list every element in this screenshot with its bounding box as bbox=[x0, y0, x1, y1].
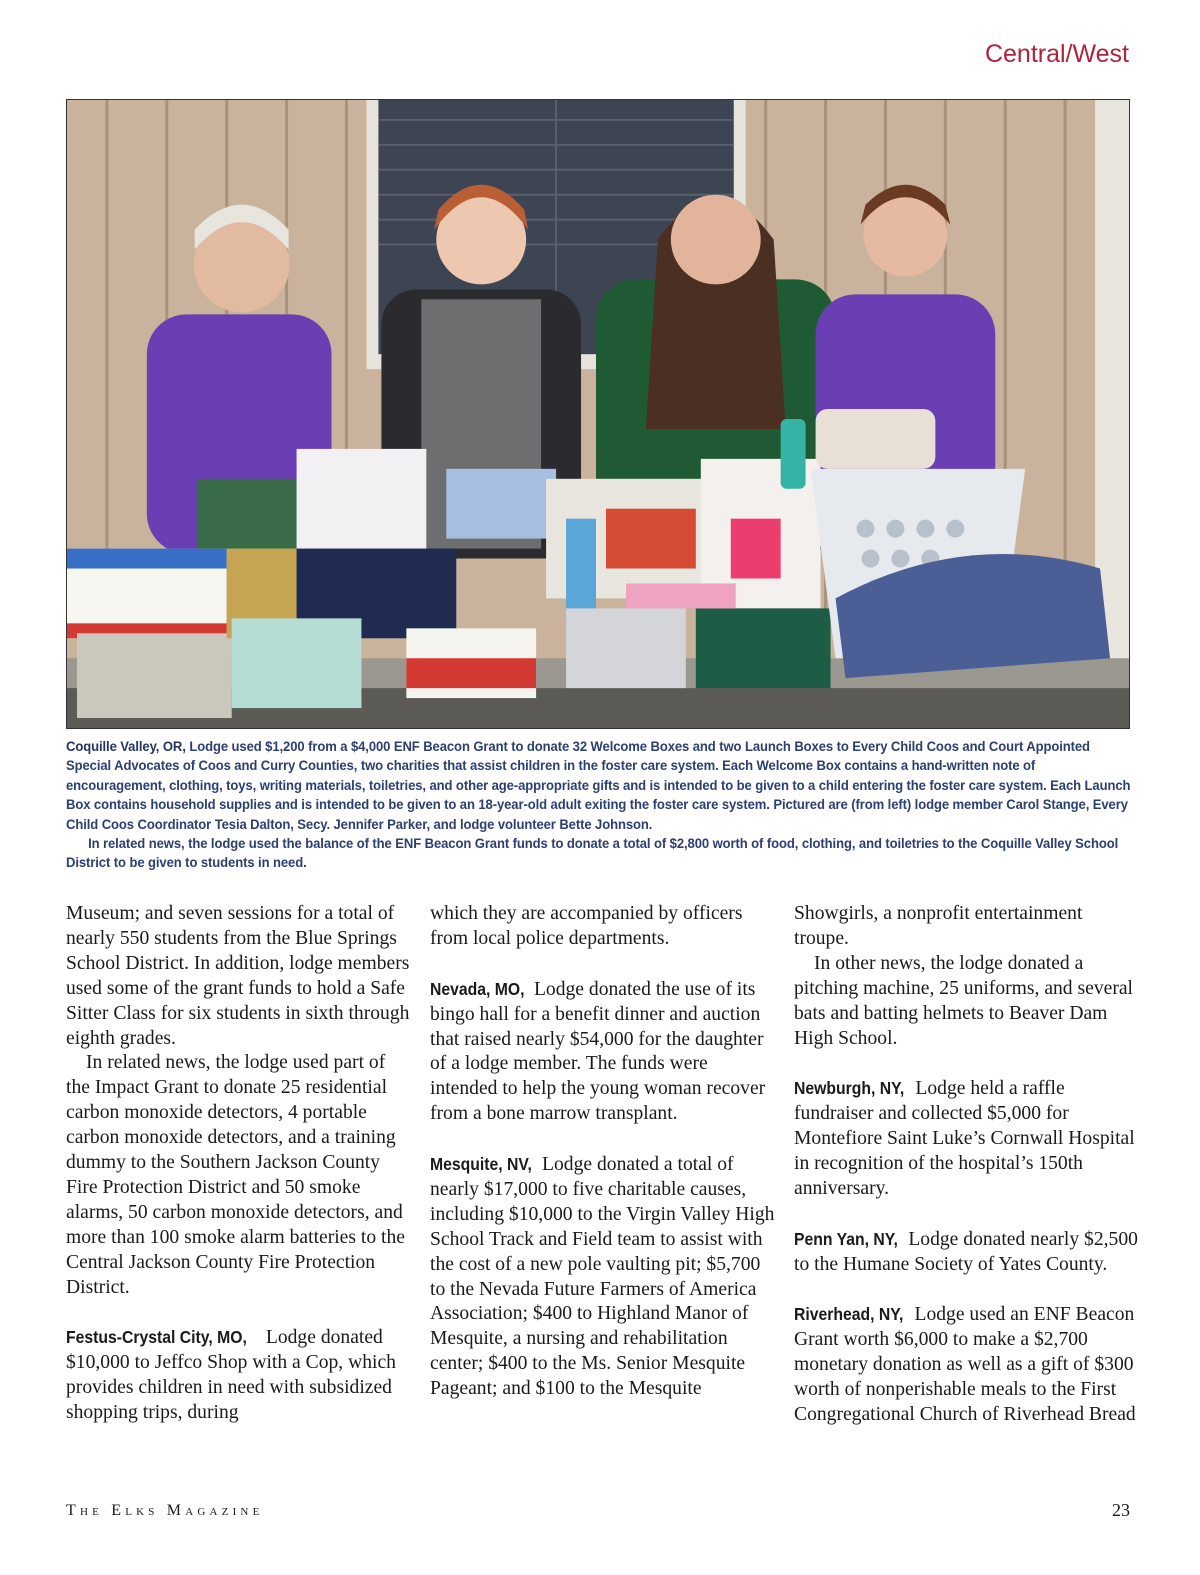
lodge-text: Lodge donated the use of its bingo hall for a benefit dinner and auction that raised nearly $54,000 for the daughter of a lodge member. The funds were intended to help the young woman recover from a bone marrow transplant. bbox=[430, 978, 766, 1125]
photo-illustration bbox=[67, 100, 1129, 728]
col1-paragraph-2: In related news, the lodge used part of the Impact Grant to donate 25 residential carbon monoxide detectors, 4 portable carbon monoxide detectors, and a training dummy to the Southern Jackson County Fire Protection District and 50 smoke alarms, 50 carbon monoxide detectors, and more than 100 smoke alarm batteries to the Central Jackson County Fire Protection District. bbox=[66, 1052, 405, 1298]
col3-paragraph-5 bbox=[794, 1302, 1139, 1428]
col3-paragraph-4 bbox=[794, 1227, 1139, 1278]
caption-related-news: In related news, the lodge used the balance of the ENF Beacon Grant funds to donate a total of $2,800 worth of food, clothing, and toiletries to the Coquille Valley School District to be given to students in need. bbox=[66, 836, 1119, 872]
col2-paragraph-1: which they are accompanied by officers from local police departments. bbox=[430, 903, 743, 949]
lodge-name: Penn Yan, NY, bbox=[794, 1228, 898, 1249]
col1-paragraph-1: Museum; and seven sessions for a total of nearly 550 students from the Blue Springs School District. In addition, lodge members used some of the grant funds to hold a Safe Sitter Class for six students in sixth through eighth grades. bbox=[66, 903, 410, 1049]
lodge-name: Newburgh, NY, bbox=[794, 1078, 905, 1099]
lodge-name: Festus-Crystal City, MO, bbox=[66, 1327, 247, 1348]
col3-paragraph-2: In other news, the lodge donated a pitching machine, 25 uniforms, and several bats and batting helmets to Beaver Dam High School. bbox=[794, 952, 1133, 1049]
lodge-photo bbox=[66, 99, 1130, 729]
col2-paragraph-2 bbox=[430, 977, 775, 1127]
lodge-text: Lodge donated $10,000 to Jeffco Shop with a Cop, which provides children in need with subsidized shopping trips, during bbox=[66, 1327, 396, 1424]
caption-text: Lodge used $1,200 from a $4,000 ENF Beacon Grant to donate 32 Welcome Boxes and two Launch Boxes to Every Child Coos and Court Appointed Special Advocates of Coos and Curry Counties, two charities that assist children in the foster care system. Each Welcome Box contains a hand-written note of encouragement, clothing, toys, writing materials, toiletries, and other age-appropriate gifts and is intended to be given to a child entering the foster care system. Each Launch Box contains household supplies and is intended to be given to an 18-year-old adult exiting the foster care system. Pictured are (from left) lodge member Carol Stange, Every Child Coos Coordinator Tesia Dalton, Secy. Jennifer Parker, and lodge volunteer Bette Johnson. bbox=[66, 739, 1131, 833]
lodge-name: Nevada, MO, bbox=[430, 978, 525, 999]
magazine-title: The Elks Magazine bbox=[66, 1502, 264, 1519]
col3-paragraph-3 bbox=[794, 1076, 1139, 1202]
lodge-name: Riverhead, NY, bbox=[794, 1304, 904, 1325]
col1-paragraph-3 bbox=[66, 1325, 411, 1426]
lodge-text: Lodge used an ENF Beacon Grant worth $6,000 to make a $2,700 monetary donation as well as a gift of $300 worth of nonperishable meals to the First Congregational Church of Riverhead Bread bbox=[794, 1304, 1136, 1426]
lodge-text: Lodge held a raffle fundraiser and collected $5,000 for Montefiore Saint Luke’s Cornwall Hospital in recognition of the hospital’s 150th anniversary. bbox=[794, 1078, 1135, 1199]
column-1 bbox=[66, 902, 411, 1426]
lodge-text: Lodge donated nearly $2,500 to the Humane Society of Yates County. bbox=[794, 1228, 1138, 1275]
column-2 bbox=[430, 902, 775, 1402]
section-label: Central/West bbox=[984, 40, 1129, 68]
column-3 bbox=[794, 902, 1139, 1428]
page-number: 23 bbox=[1112, 1500, 1130, 1520]
caption-place: Coquille Valley, OR, bbox=[66, 739, 186, 755]
col2-paragraph-3 bbox=[430, 1152, 775, 1402]
lodge-text: Lodge donated a total of nearly $17,000 to five charitable causes, including $10,000 to the Virgin Valley High School Track and Field team to assist with the cost of a new pole vaulting pit; $5,700 to the Nevada Future Farmers of America Association; $400 to Highland Manor of Mesquite, a nursing and rehabilitation center; $400 to the Ms. Senior Mesquite Pageant; and $100 to the Mesquite bbox=[430, 1154, 775, 1400]
col3-paragraph-1: Showgirls, a nonprofit entertainment troupe. bbox=[794, 903, 1083, 949]
photo-caption bbox=[66, 738, 1130, 874]
lodge-name: Mesquite, NV, bbox=[430, 1154, 532, 1175]
